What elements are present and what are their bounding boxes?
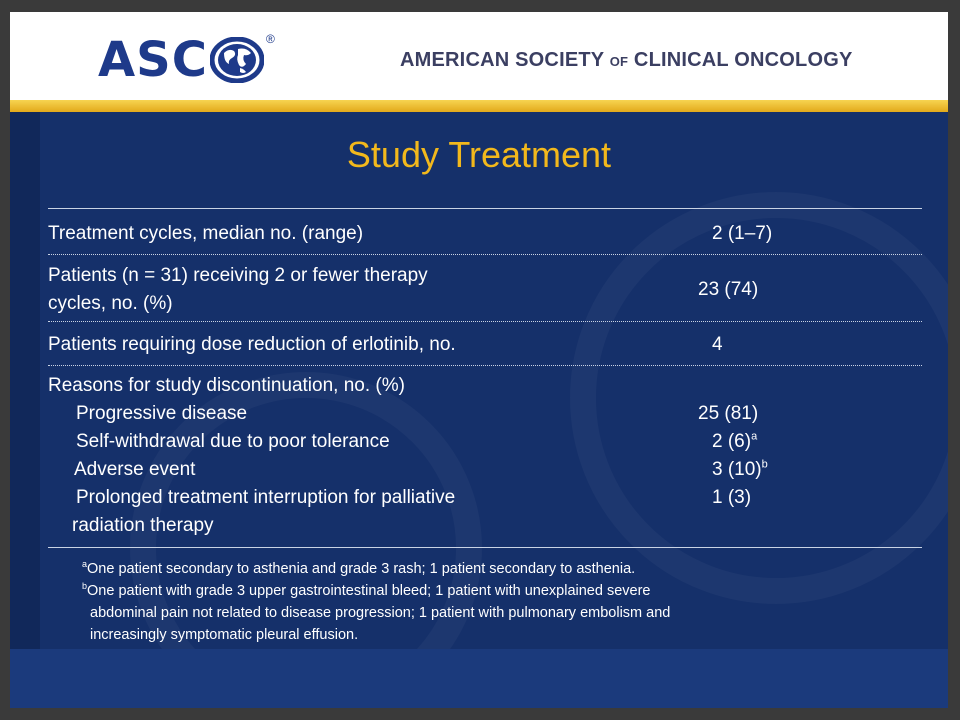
sub-row-label: Progressive disease — [76, 403, 248, 424]
row-label: Patients requiring dose reduction of erlotinib, no. — [48, 334, 456, 355]
sub-row-value: 25 (81) — [698, 403, 759, 424]
footnote-b-continued: increasingly symptomatic pleural effusion. — [90, 627, 359, 643]
asco-logo — [98, 28, 275, 92]
sub-row-value: 3 $(10)^b$ — [712, 458, 768, 480]
registered-mark: ® — [265, 32, 275, 46]
footnote-b-continued: abdominal pain not related to disease progression; 1 patient with pulmonary embolism and — [90, 605, 671, 621]
row-label: Patients (n = 31) receiving 2 or fewer therapy — [48, 265, 428, 286]
row-value: 4 — [712, 334, 723, 355]
row-divider — [48, 321, 922, 322]
row-label: Reasons for study discontinuation, no. (%) — [48, 375, 405, 396]
sub-row-label: Prolonged treatment interruption for palliative — [76, 487, 456, 508]
sub-row-value: 1 (3) — [712, 487, 752, 508]
row-divider — [48, 254, 922, 255]
globe-icon — [210, 37, 264, 83]
row-label-continued: cycles, no. (%) — [48, 293, 173, 314]
row-label: Treatment cycles, median no. (range) — [48, 223, 364, 244]
table-bottom-rule — [48, 547, 922, 548]
sub-row-label-continued: radiation therapy — [72, 515, 214, 536]
table-top-rule — [48, 208, 922, 209]
footnote-ref: a — [751, 430, 758, 443]
row-value: 23 (74) — [698, 279, 759, 300]
bottom-strip — [10, 649, 948, 708]
logo-text: ASC — [98, 32, 208, 88]
footnote-b: $^b$One patient with grade 3 upper gastrointestinal bleed; 1 patient with unexplained severe — [82, 581, 651, 599]
sub-row-label: Self-withdrawal due to poor tolerance — [76, 431, 390, 452]
organization-name: AMERICAN SOCIETY OF CLINICAL ONCOLOGY — [400, 49, 853, 71]
sub-row-label: Adverse event — [74, 459, 196, 480]
sub-row-value: 2 $(6)^a$ — [712, 430, 758, 452]
gold-header-band — [10, 100, 948, 112]
footnote-ref: b — [761, 458, 768, 471]
footnote-a: $^a$One patient secondary to asthenia and grade 3 rash; 1 patient secondary to asthenia. — [82, 559, 636, 577]
slide-title: Study Treatment — [346, 134, 612, 175]
row-value: 2 (1–7) — [712, 223, 773, 244]
row-divider — [48, 365, 922, 366]
slide — [10, 12, 948, 708]
